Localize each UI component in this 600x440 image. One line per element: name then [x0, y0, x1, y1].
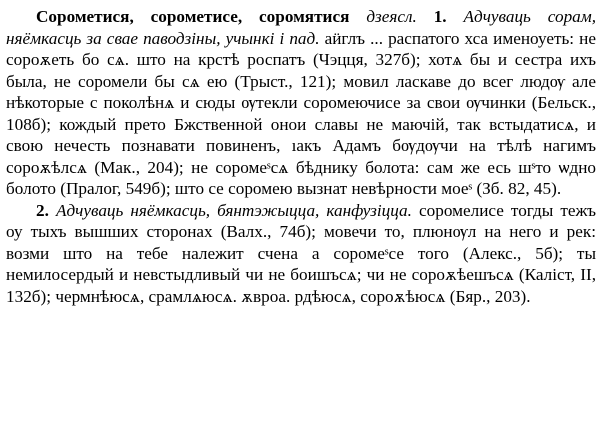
dictionary-entry: [6, 6, 596, 200]
entry-headword: Сорометися, сорометисе, соромятися: [36, 7, 350, 26]
sense-definition-2: Адчуваць няёмкасць, бянтэжыцца, канфузіцца.: [55, 200, 412, 220]
dictionary-sense-2: [6, 200, 596, 308]
sense-number-1: 1.: [433, 7, 447, 26]
part-of-speech: дзеясл.: [366, 7, 417, 26]
sense-citations-1: аӥглъ ... распатого хса именоуеть: не сороѫеть бо сѧ. што на крстѣ роспатъ (Чэцця, 327б); хотѧ бы и сестра ихъ была, не соромели бы сѧ ею (Трыст., 121); мовил ласкаве до всег людѹ але нѣкоторые с поколѣнѧ и сюды ѹтекли соромеючисе за свои ѹчинки (Бельск., 108б); кождый прето Бжственной онои славы не маючій, так встыдатисѧ, и свою нечесть познавати повиненъ, ıакъ Адамъ бѹдѹчи на тѣлѣ нагимъ сороѫѣлсѧ (Мак., 204); не соромеˢсѧ бѣднику болота: сам же есь шˢто ѡдно болото (Пралог, 549б); што се соромею вызнат невѣрности моеˢ (Зб. 82, 45).: [6, 28, 596, 198]
sense-number-2: 2.: [36, 200, 49, 220]
sense-citations-2: соромелисе тогды тежъ оу тыхъ вышших сторонах (Валх., 74б); мовечи то, плюнѹл на него и рек: возми што на тебе належит счена а соромеˢсе того (Алекс., 5б); ты немилосердый и невстыдливый чи не боишъсѧ; чи не сороѫѣешъсѧ (Каліст, II, 132б); чермнѣюсѧ, срамлѧюсѧ. ѫвроа. рдѣюсѧ, сороѫѣюсѧ (Бяр., 203).: [6, 200, 597, 306]
sense-definition-1: Адчуваць сорам, няёмкасць за свае паводзіны, учынкі і пад.: [6, 7, 597, 48]
